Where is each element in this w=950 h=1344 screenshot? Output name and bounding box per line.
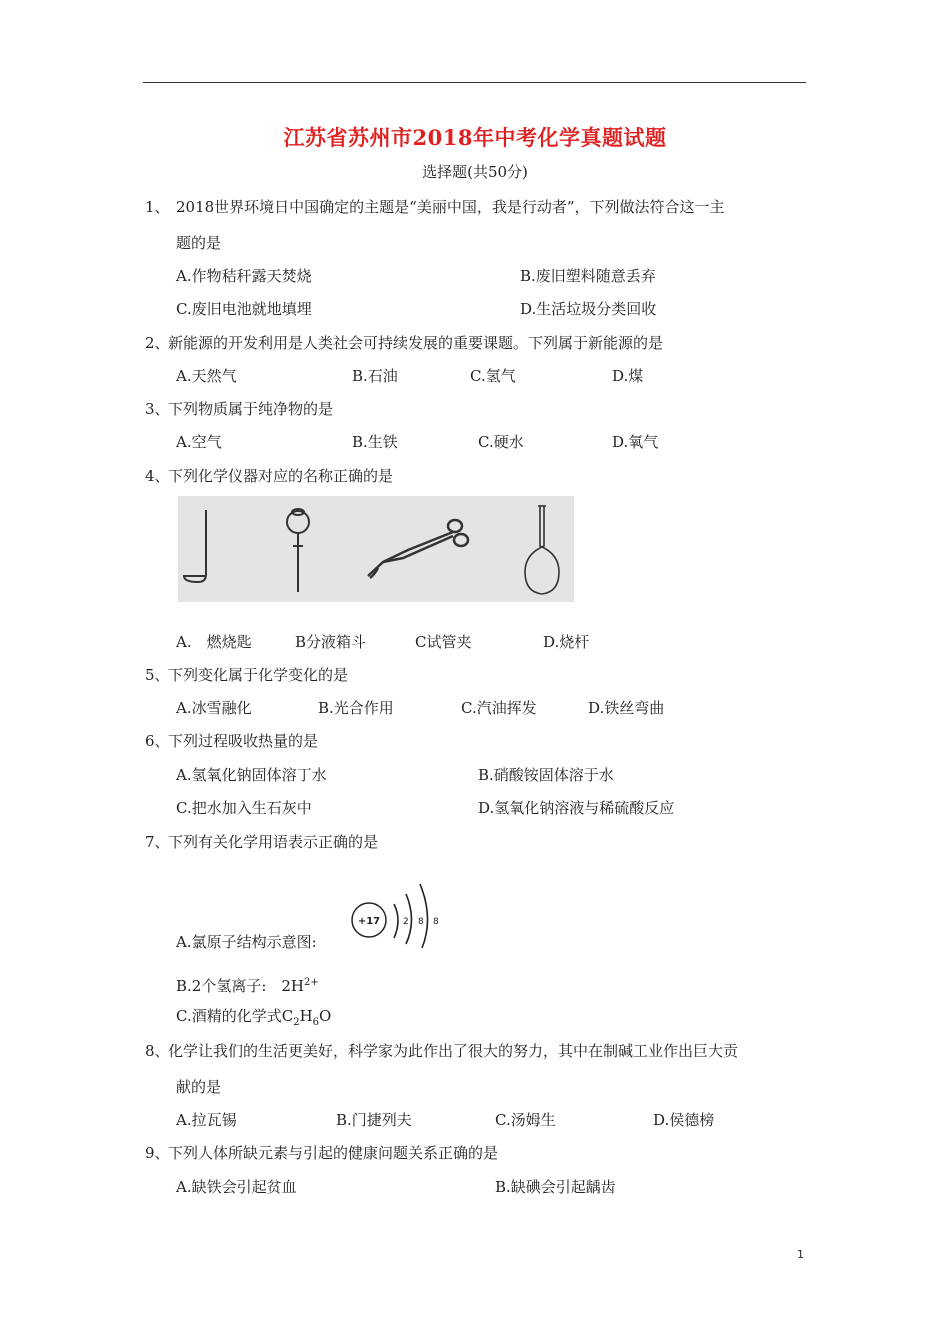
question-number: 6、 (145, 732, 170, 750)
question-stem-cont: 题的是 (176, 234, 222, 252)
shell-2-count: 8 (418, 917, 424, 927)
chlorine-atom-diagram (346, 870, 446, 950)
option-d: D.铁丝弯曲 (588, 699, 665, 717)
option-a: A.氯原子结构示意图: (176, 933, 317, 951)
nucleus-charge: +17 (357, 916, 381, 927)
option-d: D.氢氧化钠溶液与稀硫酸反应 (478, 799, 675, 817)
round-bottom-flask-icon (525, 506, 559, 594)
option-d: D.生活垃圾分类回收 (520, 300, 657, 318)
question-number: 3、 (145, 400, 170, 418)
option-a: A. 燃烧匙 (176, 633, 252, 651)
option-c: C.汽油挥发 (461, 699, 537, 717)
question-number: 9、 (145, 1144, 170, 1162)
option-b: B.硝酸铵固体溶于水 (478, 766, 614, 784)
header-rule (143, 82, 806, 83)
option-c: C试管夹 (415, 633, 472, 651)
question-stem: 下列人体所缺元素与引起的健康问题关系正确的是 (168, 1144, 499, 1162)
option-d: D.氧气 (612, 433, 659, 451)
question-number: 2、 (145, 334, 170, 352)
option-b: B分液箱斗 (295, 633, 367, 651)
option-b: B.缺碘会引起龋齿 (495, 1178, 616, 1196)
question-stem: 新能源的开发利用是人类社会可持续发展的重要课题。下列属于新能源的是 (168, 334, 664, 352)
option-a: A.冰雪融化 (176, 699, 252, 717)
option-b: B.光合作用 (318, 699, 394, 717)
option-a: A.缺铁会引起贫血 (176, 1178, 297, 1196)
option-a: A.氢氧化钠固体溶丁水 (176, 766, 327, 784)
option-a: A.天然气 (176, 367, 237, 385)
question-stem: 下列有关化学用语表示正确的是 (168, 833, 379, 851)
shell-3-count: 8 (433, 917, 439, 927)
question-stem: 下列物质属于纯净物的是 (168, 400, 334, 418)
option-c: C.汤姆生 (495, 1111, 556, 1129)
option-b: B.门捷列夫 (336, 1111, 412, 1129)
question-number: 7、 (145, 833, 170, 851)
option-d: D.煤 (612, 367, 644, 385)
question-stem: 下列变化属于化学变化的是 (168, 666, 349, 684)
option-b: B.2个氢离子: $2H^{2+}$ (176, 977, 319, 995)
option-d: D.侯德榜 (653, 1111, 715, 1129)
question-number: 1、 (145, 198, 170, 216)
option-a: A.作物秸秆露天焚烧 (176, 267, 312, 285)
exam-title: 江苏省苏州市2018年中考化学真题试题 (283, 125, 667, 150)
option-b: B.生铁 (352, 433, 398, 451)
page-number: 1 (797, 1248, 804, 1261)
option-b: B.石油 (352, 367, 398, 385)
shell-1-count: 2 (403, 917, 409, 927)
option-a: A.空气 (176, 433, 222, 451)
question-number: 5、 (145, 666, 170, 684)
question-stem: 化学让我们的生活更美好，科学家为此作出了很大的努力，其中在制碱工业作出巨大贡 (168, 1042, 739, 1060)
test-tube-clamp-icon (368, 520, 468, 578)
option-a: A.拉瓦锡 (176, 1111, 237, 1129)
option-b: B.废旧塑料随意丢弃 (520, 267, 656, 285)
option-c: C.酒精的化学式$C_2H_6O$ (176, 1007, 332, 1028)
question-stem: 下列过程吸收热量的是 (168, 732, 319, 750)
question-number: 8、 (145, 1042, 170, 1060)
combustion-spoon-icon (184, 510, 206, 582)
question-number: 4、 (145, 467, 170, 485)
question-stem-cont: 献的是 (176, 1078, 222, 1096)
option-c: C.氢气 (470, 367, 516, 385)
separatory-funnel-icon (287, 509, 309, 592)
option-c: C.硬水 (478, 433, 524, 451)
question-stem: 2018世界环境日中国确定的主题是“美丽中国，我是行动者”，下列做法符合这一主 (176, 198, 725, 216)
question-stem: 下列化学仪器对应的名称正确的是 (168, 467, 394, 485)
instruments-figure (178, 496, 574, 602)
option-d: D.烧杆 (543, 633, 590, 651)
option-c: C.废旧电池就地填埋 (176, 300, 312, 318)
section-subtitle: 选择题(共50分) (422, 163, 528, 181)
option-c: C.把水加入生石灰中 (176, 799, 312, 817)
